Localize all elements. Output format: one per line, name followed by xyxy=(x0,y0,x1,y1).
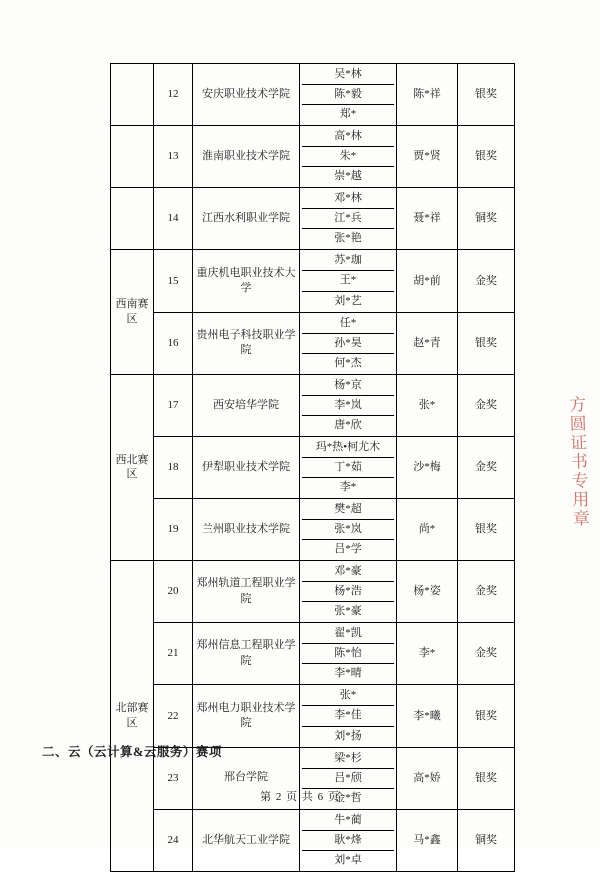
school-name: 江西水利职业学院 xyxy=(202,212,290,225)
region-cell xyxy=(111,64,154,126)
member-list xyxy=(302,811,394,870)
prize-cell: 金奖 xyxy=(458,250,515,312)
member-name: 李* xyxy=(339,480,357,493)
prize-cell: 银奖 xyxy=(458,747,515,809)
school-name: 北华航天工业学院 xyxy=(202,833,290,846)
school-name: 安庆职业技术学院 xyxy=(202,87,290,100)
prize-cell: 铜奖 xyxy=(458,809,515,871)
table-row xyxy=(111,436,515,498)
school-cell xyxy=(193,374,300,436)
member-name: 高*林 xyxy=(302,127,394,147)
index-cell: 18 xyxy=(154,436,193,498)
index-cell: 19 xyxy=(154,498,193,560)
school-name: 兰州职业技术学院 xyxy=(202,522,290,535)
table-row xyxy=(111,374,515,436)
member-name: 陈*毅 xyxy=(302,85,394,105)
table-row xyxy=(111,188,515,250)
member-name: 苏*珈 xyxy=(302,251,394,271)
member-name: 江*兵 xyxy=(302,209,394,229)
prize-cell: 银奖 xyxy=(458,685,515,747)
region-cell xyxy=(111,188,154,250)
prize-cell: 金奖 xyxy=(458,436,515,498)
member-name: 张* xyxy=(302,686,394,706)
members-cell xyxy=(300,498,397,560)
prize-cell: 铜奖 xyxy=(458,188,515,250)
index-cell: 12 xyxy=(154,64,193,126)
index-cell: 15 xyxy=(154,250,193,312)
member-name: 吕*学 xyxy=(334,543,362,556)
table-row xyxy=(111,126,515,188)
member-list xyxy=(302,562,394,621)
school-cell xyxy=(193,436,300,498)
teacher-cell: 高*娇 xyxy=(397,747,458,809)
member-name: 刘*扬 xyxy=(334,729,362,742)
member-name: 张*豪 xyxy=(334,605,362,618)
school-cell xyxy=(193,561,300,623)
teacher-cell: 杨*姿 xyxy=(397,561,458,623)
region-cell xyxy=(111,126,154,188)
member-list xyxy=(302,251,394,310)
table-row xyxy=(111,809,515,871)
members-cell xyxy=(300,561,397,623)
index-cell: 14 xyxy=(154,188,193,250)
table-row xyxy=(111,623,515,685)
index-cell: 24 xyxy=(154,809,193,871)
school-name: 淮南职业技术学院 xyxy=(202,150,290,163)
prize-cell: 银奖 xyxy=(458,498,515,560)
member-name: 李*晴 xyxy=(334,667,362,680)
index-cell: 21 xyxy=(154,623,193,685)
member-name: 刘*艺 xyxy=(334,294,362,307)
member-name: 邓*豪 xyxy=(302,562,394,582)
member-list xyxy=(302,438,394,497)
member-list xyxy=(302,127,394,186)
index-cell: 23 xyxy=(154,747,193,809)
teacher-cell: 陈*祥 xyxy=(397,64,458,126)
region-cell: 西南赛区 xyxy=(111,250,154,374)
member-name: 何*杰 xyxy=(334,356,362,369)
member-name: 梁*杉 xyxy=(302,749,394,769)
member-name: 李*岚 xyxy=(302,396,394,416)
school-cell xyxy=(193,809,300,871)
member-name: 陈*怡 xyxy=(302,644,394,664)
table-row xyxy=(111,561,515,623)
teacher-cell: 张* xyxy=(397,374,458,436)
prize-cell: 金奖 xyxy=(458,561,515,623)
member-name: 吕*颀 xyxy=(302,769,394,789)
member-name: 杨*京 xyxy=(302,376,394,396)
member-list xyxy=(302,500,394,559)
member-name: 孙*昊 xyxy=(302,334,394,354)
prize-cell: 银奖 xyxy=(458,312,515,374)
region-cell: 北部赛区 xyxy=(111,561,154,872)
member-list xyxy=(302,65,394,124)
member-name: 刘*卓 xyxy=(334,853,362,866)
members-cell xyxy=(300,623,397,685)
school-name: 贵州电子科技职业学院 xyxy=(196,328,296,357)
index-cell: 22 xyxy=(154,685,193,747)
table-row xyxy=(111,685,515,747)
member-name: 樊*超 xyxy=(302,500,394,520)
member-name: 翟*凯 xyxy=(302,624,394,644)
prize-cell: 金奖 xyxy=(458,374,515,436)
index-cell: 13 xyxy=(154,126,193,188)
prize-cell: 金奖 xyxy=(458,623,515,685)
member-name: 李*佳 xyxy=(302,706,394,726)
school-cell xyxy=(193,126,300,188)
member-name: 王* xyxy=(302,271,394,291)
teacher-cell: 李*曦 xyxy=(397,685,458,747)
teacher-cell: 马*鑫 xyxy=(397,809,458,871)
members-cell xyxy=(300,126,397,188)
teacher-cell: 尚* xyxy=(397,498,458,560)
member-list xyxy=(302,624,394,683)
teacher-cell: 赵*青 xyxy=(397,312,458,374)
table-row xyxy=(111,250,515,312)
members-cell xyxy=(300,188,397,250)
table-row xyxy=(111,64,515,126)
table-row xyxy=(111,312,515,374)
school-cell xyxy=(193,312,300,374)
member-name: 唐*欣 xyxy=(334,418,362,431)
index-cell: 16 xyxy=(154,312,193,374)
members-cell xyxy=(300,64,397,126)
member-list xyxy=(302,376,394,435)
member-name: 朱* xyxy=(302,147,394,167)
stamp-text: 方圆证书专用章 xyxy=(565,395,590,529)
school-name: 郑州电力职业技术学院 xyxy=(196,701,296,729)
member-name: 耿*烽 xyxy=(302,831,394,851)
members-cell xyxy=(300,250,397,312)
member-name: 郑* xyxy=(339,108,357,121)
member-name: 丁*茹 xyxy=(302,458,394,478)
page-footer: 第 2 页 共 6 页 xyxy=(260,791,340,803)
member-name: 吴*林 xyxy=(302,65,394,85)
member-name: 牛*蔺 xyxy=(302,811,394,831)
member-name: 金*哲 xyxy=(334,791,362,804)
school-name: 邢台学院 xyxy=(224,771,268,784)
member-list xyxy=(302,189,394,248)
prize-cell: 银奖 xyxy=(458,64,515,126)
members-cell xyxy=(300,809,397,871)
member-name: 杨*浩 xyxy=(302,582,394,602)
member-name: 张*艳 xyxy=(334,232,362,245)
school-cell xyxy=(193,64,300,126)
table-row xyxy=(111,498,515,560)
member-name: 玛*热•柯尤木 xyxy=(302,438,394,458)
member-name: 任* xyxy=(302,314,394,334)
member-name: 邓*林 xyxy=(302,189,394,209)
member-list xyxy=(302,314,394,373)
school-cell xyxy=(193,623,300,685)
members-cell xyxy=(300,312,397,374)
section-heading: 二、云（云计算&云服务）赛项 xyxy=(42,745,222,759)
school-name: 西安培华学院 xyxy=(213,398,279,411)
school-cell xyxy=(193,685,300,747)
member-name: 崇*越 xyxy=(334,170,362,183)
teacher-cell: 聂*祥 xyxy=(397,188,458,250)
school-cell xyxy=(193,188,300,250)
index-cell: 20 xyxy=(154,561,193,623)
teacher-cell: 胡*前 xyxy=(397,250,458,312)
school-name: 重庆机电职业技术大学 xyxy=(196,266,296,294)
members-cell xyxy=(300,436,397,498)
members-cell xyxy=(300,685,397,747)
teacher-cell: 李* xyxy=(397,623,458,685)
region-cell: 西北赛区 xyxy=(111,374,154,560)
school-cell xyxy=(193,498,300,560)
school-cell xyxy=(193,250,300,312)
member-name: 张*岚 xyxy=(302,520,394,540)
member-list xyxy=(302,686,394,745)
school-name: 郑州信息工程职业学院 xyxy=(196,639,296,667)
members-cell xyxy=(300,374,397,436)
red-seal-stamp xyxy=(538,394,589,531)
teacher-cell: 沙*梅 xyxy=(397,436,458,498)
school-name: 郑州轨道工程职业学院 xyxy=(196,577,296,605)
index-cell: 17 xyxy=(154,374,193,436)
prize-cell: 银奖 xyxy=(458,126,515,188)
teacher-cell: 贾*贤 xyxy=(397,126,458,188)
school-name: 伊犁职业技术学院 xyxy=(202,460,290,473)
